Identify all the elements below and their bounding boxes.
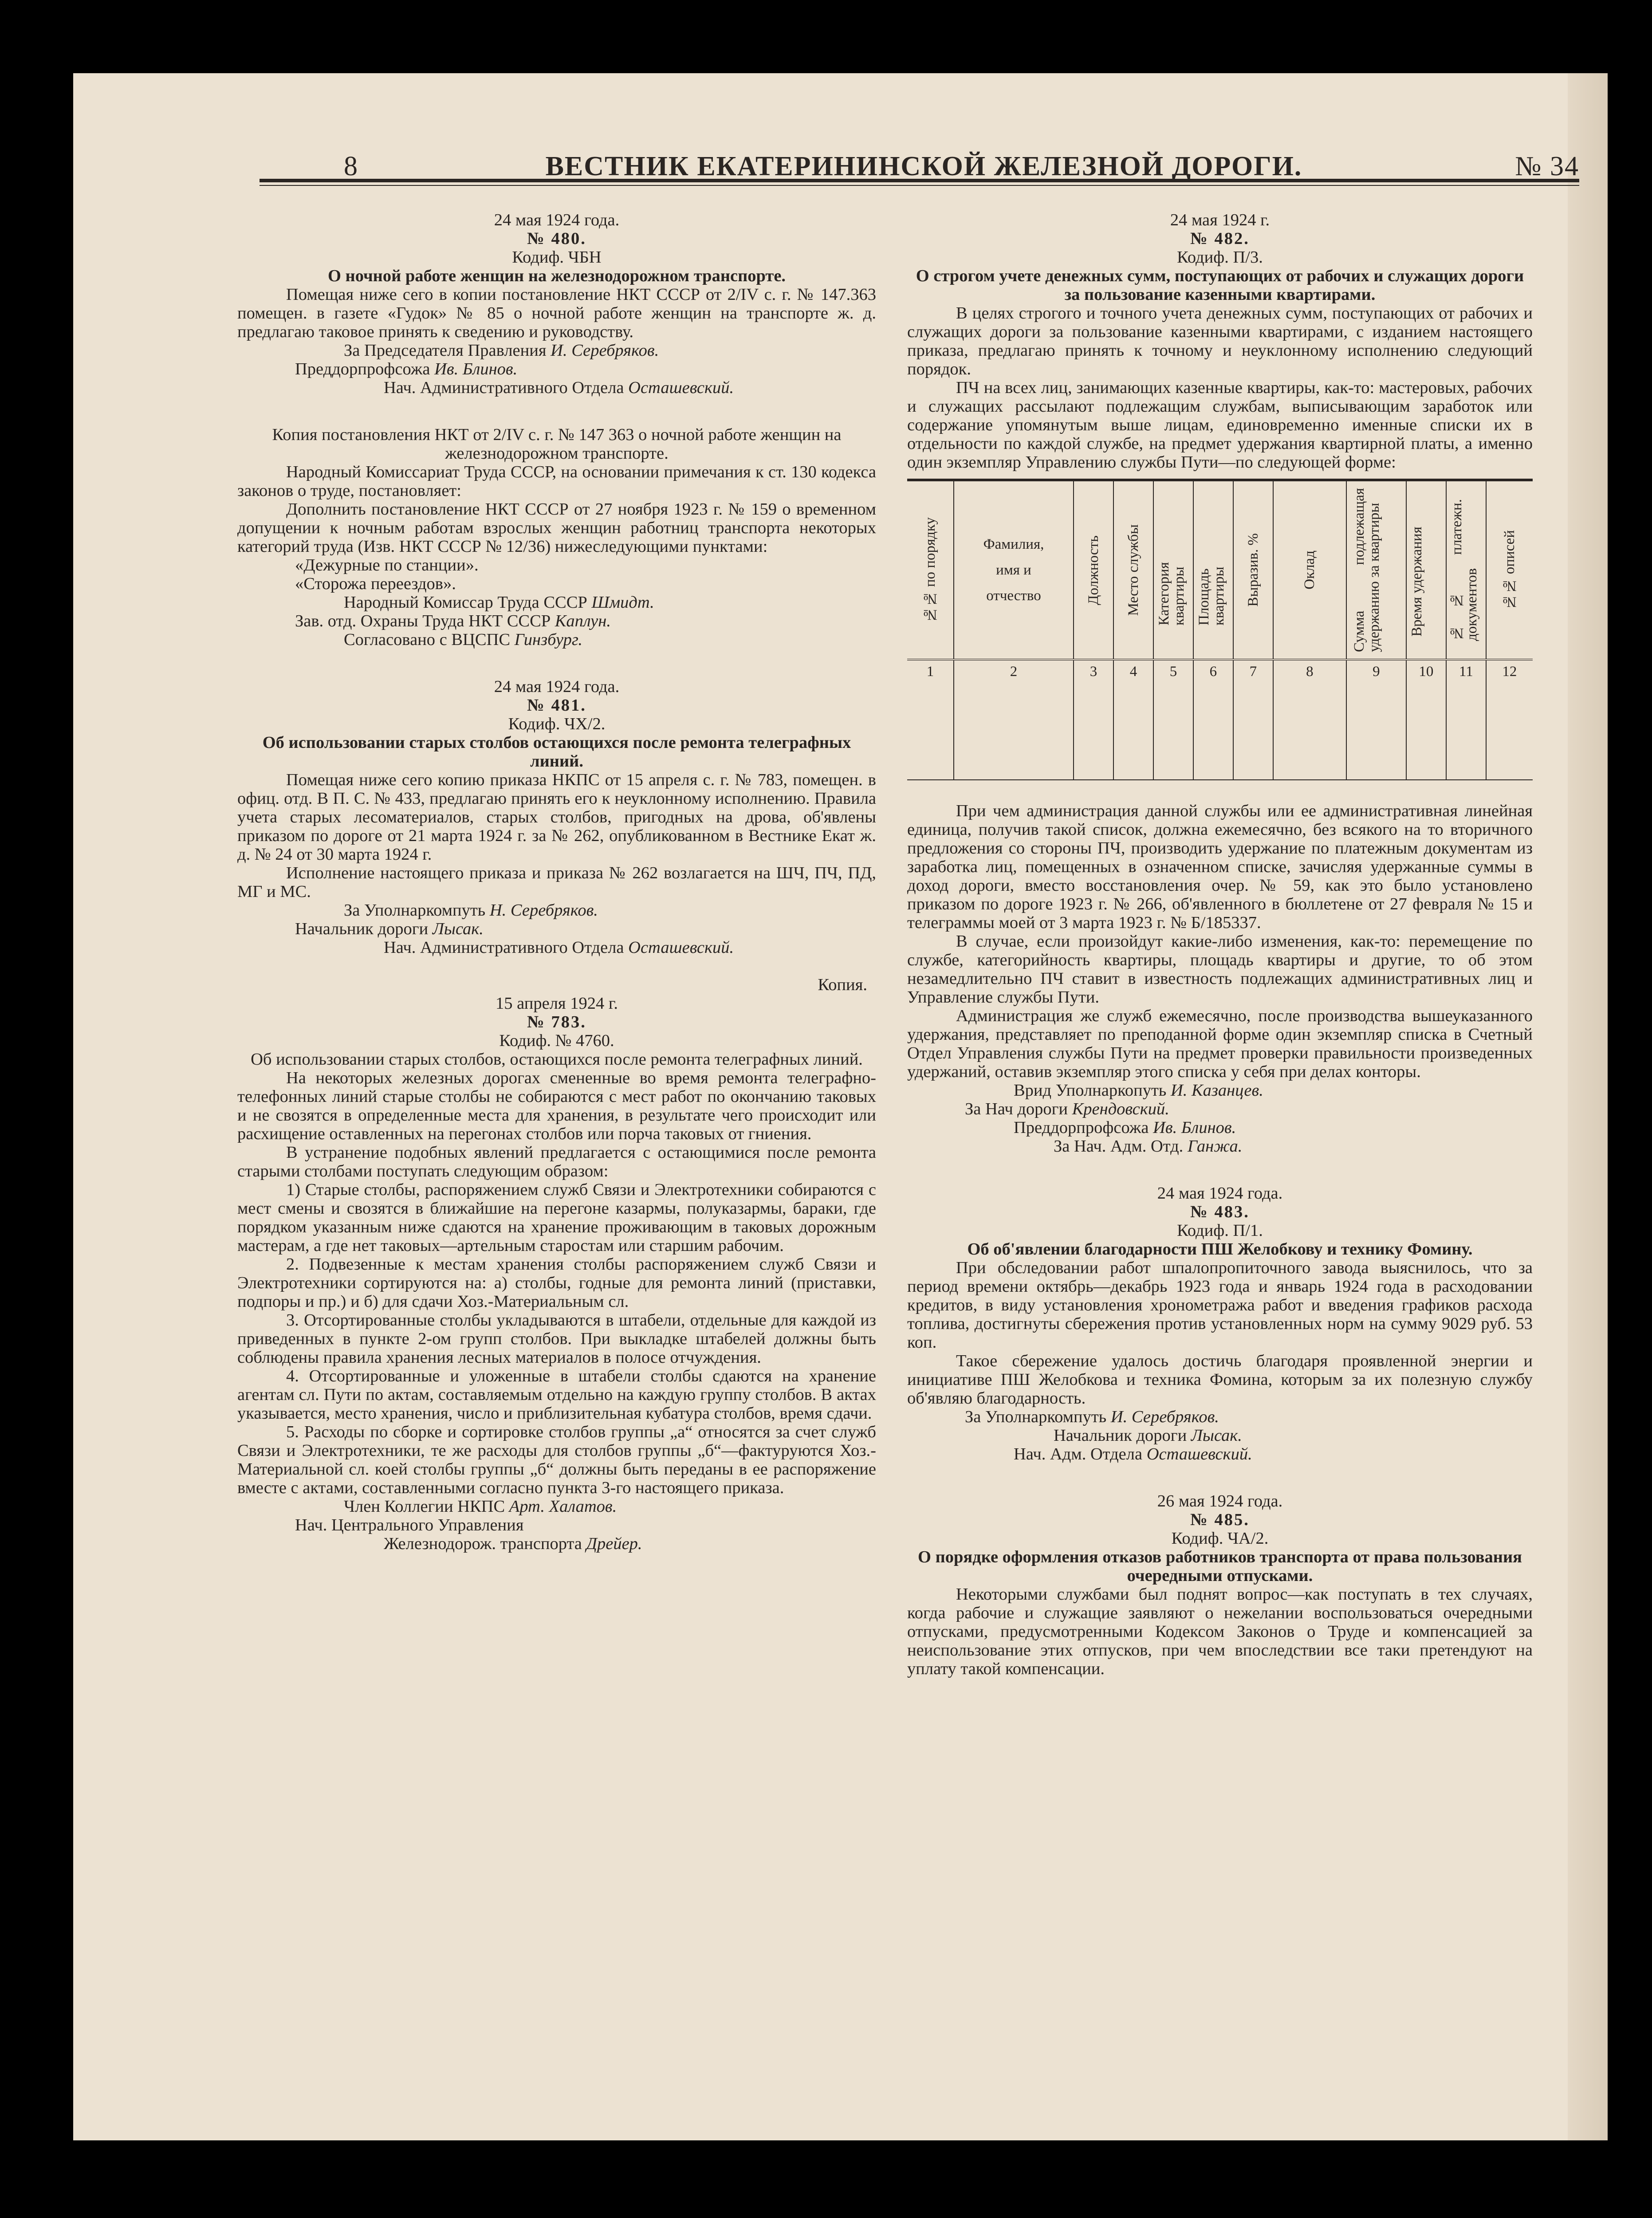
signature <box>907 1118 1533 1137</box>
signature-role: Нач. Административного Отдела <box>384 938 629 957</box>
column-header: Время удержания <box>1408 527 1425 637</box>
order-number: № 480. <box>527 229 586 248</box>
order-codif: Кодиф. ЧХ/2. <box>508 715 606 733</box>
table-header-cell <box>954 480 1074 660</box>
signature-role: Согласовано с ВЦСПС <box>344 630 515 649</box>
order-485 <box>907 1492 1533 1678</box>
copy-point: «Дежурные по станции». <box>295 556 479 574</box>
order-body: В устранение подобных явлений предлагается с остающимися после ремонта старыми столбами поступать следующим образом: <box>237 1143 876 1180</box>
signature <box>237 630 876 649</box>
table-row <box>907 660 1533 683</box>
order-date: 24 мая 1924 года. <box>494 211 620 229</box>
column-header: №№ по порядку <box>922 517 938 623</box>
order-point: 4. Отсортированные и уложенные в штабели столбы сдаются на хранение агентам сл. Пути по актам, составляемым отдельно на каждую группу столбов. В актах указывается, место хранения, число и приблизительная кубатура столбов, время сдачи. <box>237 1367 876 1423</box>
table-header-cell <box>1193 480 1233 660</box>
column-number: 6 <box>1193 660 1233 683</box>
signature <box>907 1426 1533 1445</box>
signature-name: Лысак. <box>432 920 484 938</box>
table-header-cell <box>907 480 954 660</box>
table-header-cell <box>1233 480 1273 660</box>
next-page-edge <box>1568 73 1608 2140</box>
table-header-cell <box>1273 480 1346 660</box>
order-date: 24 мая 1924 года. <box>494 677 620 696</box>
signature-role: Нач. Адм. Отдела <box>1014 1445 1147 1463</box>
order-483 <box>907 1184 1533 1463</box>
table-row <box>907 683 1533 780</box>
order-point: 3. Отсортированные столбы укладываются в штабели, отдельные для каждой из приведенных в пункте 2-ом групп столбов. При выкладке штабелей должны быть соблюдены правила хранения лесных материалов в полосе отчуждения. <box>237 1311 876 1367</box>
order-number: № 482. <box>1190 229 1250 248</box>
signature-role: Врид Уполнаркопуть <box>1014 1081 1171 1100</box>
signature-role: Начальник дороги <box>295 920 433 938</box>
copy-body: Народный Комиссариат Труда СССР, на основании примечания к ст. 130 кодекса законов о труде, постановляет: <box>237 463 876 500</box>
copy-point: «Сторожа переездов». <box>295 574 456 593</box>
signature <box>907 1100 1533 1118</box>
signature-name: Арт. Халатов. <box>509 1497 617 1516</box>
column-header: Должность <box>1085 535 1101 605</box>
signature <box>907 1081 1533 1100</box>
signature-name: Шмидт. <box>591 593 654 612</box>
order-point: 2. Подвезенные к местам хранения столбы распоряжением служб Связи и Электротехники сортируются на: а) столбы, годные для ремонта линий (приставки, подпоры и пр.) и б) для сдачи Хоз.-Материальным сл. <box>237 1255 876 1311</box>
order-482 <box>907 211 1533 1156</box>
column-number: 1 <box>926 664 934 680</box>
order-body: Такое сбережение удалось достичь благодаря проявленной энергии и инициативе ПШ Желобкова и техника Фомина, которым за их полезную службу об'являю благодарность. <box>907 1352 1533 1408</box>
column-header: №№ описей <box>1501 530 1518 610</box>
order-title: Об использовании старых столбов остающихся после ремонта телеграфных линий. <box>262 733 851 771</box>
signature-role: Народный Комиссар Труда СССР <box>344 593 592 612</box>
signature-role: За Уполнаркомпуть <box>344 901 490 920</box>
signature-name: Крендовский. <box>1072 1100 1169 1118</box>
header-rule <box>260 179 1579 186</box>
column-header: Сумма подлежащая удержанию за квартиры <box>1351 488 1383 652</box>
copy-body: Дополнить постановление НКТ СССР от 27 ноября 1923 г. № 159 о временном допущении к ночным работам взрослых женщин работниц транспорта некоторых категорий труда (Изв. НКТ СССР № 12/36) нижеследующими пунктами: <box>237 500 876 556</box>
newspaper-page <box>73 73 1608 2140</box>
copy-label: Копия. <box>818 975 867 994</box>
order-title: О ночной работе женщин на железнодорожном транспорте. <box>327 267 786 285</box>
order-codif: Кодиф. № 4760. <box>499 1031 614 1050</box>
order-body: Помещая ниже сего копию приказа НКПС от 15 апреля с. г. № 783, помещен. в офиц. отд. В П. С. № 433, предлагаю принять его к неуклонному исполнению. Правила учета старых лесоматериалов, старых столбов, пригодных на дрова, об'явлены приказом по дороге от 21 марта 1924 г. за № 262, опубликованном в Вестнике Екат ж. д. № 24 от 30 марта 1924 г. <box>237 771 876 864</box>
order-body: Помещая ниже сего в копии постановление НКТ СССР от 2/IV с. г. № 147.363 помещен. в газете «Гудок» № 85 о ночной работе женщин на транспорте ж. д. предлагаю таковое принять к сведению и руководству. <box>237 285 876 341</box>
column-header: Площадь квартиры <box>1196 566 1227 625</box>
issue-number: № 34 <box>1515 151 1579 181</box>
signature: Нач. Центрального Управления <box>295 1516 524 1534</box>
signature-role: Преддорпрофсожа <box>1014 1118 1153 1137</box>
signature-name: Лысак. <box>1191 1426 1242 1445</box>
order-title: Об об'явлении благодарности ПШ Желобкову и технику Фомину. <box>967 1240 1473 1258</box>
signature-name: Каплун. <box>555 612 611 630</box>
table-header-cell <box>1153 480 1193 660</box>
table-header-row <box>907 480 1533 660</box>
order-date: 26 мая 1924 года. <box>1157 1492 1283 1510</box>
order-480 <box>237 211 876 649</box>
order-number: № 783. <box>527 1013 586 1031</box>
signature-name: Дрейер. <box>586 1534 642 1553</box>
column-number: 4 <box>1113 660 1153 683</box>
order-body: При обследовании работ шпалопропиточного завода выяснилось, что за период времени октябрь—декабрь 1923 года и январь 1924 года в расходовании кредитов, в виду установления хронометража работ и введения графиков расхода топлива, достигнуты сбережения против установленных норм на сумму 9029 руб. 53 коп. <box>907 1258 1533 1352</box>
order-date: 24 мая 1924 года. <box>1157 1184 1283 1203</box>
signature <box>237 938 876 957</box>
signature <box>237 920 876 938</box>
order-date: 15 апреля 1924 г. <box>496 994 618 1013</box>
order-body: В случае, если произойдут какие-либо изменения, как-то: перемещение по службе, категорийность квартиры, площадь квартиры и другие, то об этом незамедлительно ПЧ ставит в известность подлежащих административных лиц и Управление службы Пути. <box>907 932 1533 1007</box>
order-body: ПЧ на всех лиц, занимающих казенные квартиры, как-то: мастеровых, рабочих и служащих рассылают подлежащим службам, выписывающим заработок или содержание упомянутым выше лицам, единовременно именные списки их в отдельности по каждой службе, на предмет удержания квартирной платы, а именно один экземпляр Управлению службы Пути—по следующей форме: <box>907 378 1533 472</box>
order-783 <box>237 975 876 1553</box>
signature-role: Начальник дороги <box>1054 1426 1191 1445</box>
right-column <box>907 211 1533 1678</box>
publication-title: ВЕСТНИК ЕКАТЕРИНИНСКОЙ ЖЕЛЕЗНОЙ ДОРОГИ. <box>545 151 1302 181</box>
signature <box>237 901 876 920</box>
table-header-cell <box>1406 480 1446 660</box>
signature <box>237 1497 876 1516</box>
column-header: Оклад <box>1302 551 1318 590</box>
signature-role: За Нач дороги <box>965 1100 1072 1118</box>
signature-role: Преддорпрофсожа <box>295 360 435 378</box>
order-point: 5. Расходы по сборке и сортировке столбов группы „а“ относятся за счет служб Связи и Электротехники, те же расходы для столбов группы „б“—фактуруются Хоз.-Материальной сл. коей столбы группы „б“ должны быть переданы в ее распоряжение вместе с актами, составленными согласно пункта 3-го настоящего приказа. <box>237 1423 876 1497</box>
signature-name: Осташевский. <box>628 378 734 397</box>
order-point: 1) Старые столбы, распоряжением служб Связи и Электротехники собираются с мест смены и свозятся в ближайшие на перегоне казармы, полуказармы, бараки, где порядком указанным ниже сдаются на хранение проживающим в таковых дорожным мастерам, а где нет таковых—артельным старостам или старшим рабочим. <box>237 1180 876 1255</box>
order-body: При чем администрация данной службы или ее административная линейная единица, получив такой список, должна ежемесячно, без всякого на то вторичного предложения со стороны ПЧ, производить удержание по платежным документам из заработка лиц, помещенных в означенном списке, зачисляя удержанные суммы в доход дороги, вместо восстановления очер. № 59, как это было установлено приказом по дороге 1923 г. № 266, об'явленного в бюллетене от 27 февраля № 15 и телеграммы моей от 3 марта 1923 г. № Б/185337. <box>907 802 1533 932</box>
signature-role: За Председателя Правления <box>344 341 551 360</box>
signature-name: Осташевский. <box>628 938 734 957</box>
left-column <box>237 211 876 1553</box>
signature <box>237 378 876 397</box>
signature-name: Ив. Блинов. <box>1153 1118 1236 1137</box>
order-title: Об использовании старых столбов, остающихся после ремонта телеграфных линий. <box>251 1050 863 1069</box>
column-number: 12 <box>1486 660 1533 683</box>
signature <box>237 612 876 630</box>
signature-role: За Уполнаркомпуть <box>965 1408 1111 1426</box>
column-number: 5 <box>1153 660 1193 683</box>
column-number: 3 <box>1074 660 1113 683</box>
column-number: 7 <box>1233 660 1273 683</box>
signature-role: Зав. отд. Охраны Труда НКТ СССР <box>295 612 555 630</box>
table-header-cell <box>1074 480 1113 660</box>
signature <box>907 1408 1533 1426</box>
column-number: 8 <box>1273 660 1346 683</box>
order-date: 24 мая 1924 г. <box>1170 211 1270 229</box>
column-number: 9 <box>1346 660 1406 683</box>
column-header: Фамилия, имя и отчество <box>983 536 1044 604</box>
column-number: 2 <box>954 660 1074 683</box>
order-codif: Кодиф. П/1. <box>1177 1221 1263 1240</box>
signature-role: Нач. Административного Отдела <box>384 378 629 397</box>
signature-name: Н. Серебряков. <box>489 901 598 920</box>
signature <box>907 1445 1533 1463</box>
order-title: О порядке оформления отказов работников транспорта от права пользования очередными отпусками. <box>918 1548 1522 1585</box>
table-header-cell <box>1446 480 1486 660</box>
signature-name: И. Серебряков. <box>1110 1408 1219 1426</box>
order-codif: Кодиф. ЧА/2. <box>1171 1529 1269 1548</box>
table-header-cell <box>1346 480 1406 660</box>
signature <box>907 1137 1533 1156</box>
signature-role: За Нач. Адм. Отд. <box>1054 1137 1188 1156</box>
order-title: О строгом учете денежных сумм, поступающих от рабочих и служащих дороги за пользование казенными квартирами. <box>916 267 1524 304</box>
signature-name: Осташевский. <box>1146 1445 1252 1463</box>
column-header: №№ платежн. документов <box>1448 499 1480 641</box>
order-body: Некоторыми службами был поднят вопрос—как поступать в тех случаях, когда рабочие и служащие заявляют о нежелании воспользоваться очередными отпусками, предусмотренными Кодексом Законов о Труде и компенсацией за неиспользование этих отпусков, при чем впоследствии все таки претендуют на уплату такой компенсации. <box>907 1585 1533 1678</box>
order-number: № 481. <box>527 696 586 715</box>
order-number: № 483. <box>1190 1203 1250 1221</box>
order-body: На некоторых железных дорогах смененные во время ремонта телеграфно-телефонных линий старые столбы не собираются с мест работ по окончанию таковых и не свозятся в определенные места для хранения, в результате чего происходит или расхищение оставленных на перегонах столбов или порча таковых от гниения. <box>237 1069 876 1143</box>
order-number: № 485. <box>1190 1510 1250 1529</box>
copy-title: Копия постановления НКТ от 2/IV с. г. № 147 363 о ночной работе женщин на железнодорожном транспорте. <box>272 425 842 463</box>
signature <box>237 593 876 612</box>
signature-role: Член Коллегии НКПС <box>344 1497 509 1516</box>
order-body: Исполнение настоящего приказа и приказа № 262 возлагается на ШЧ, ПЧ, ПД, МГ и МС. <box>237 864 876 901</box>
apartment-form-table <box>907 479 1533 780</box>
order-body: Администрация же служб ежемесячно, после производства вышеуказанного удержания, представляет по преподанной форме один экземпляр списка в Счетный Отдел Управления службы Пути на предмет проверки правильности произведенных удержаний, оставив экземпляр этого списка у себя при делах конторы. <box>907 1007 1533 1081</box>
order-body: В целях строгого и точного учета денежных сумм, поступающих от рабочих и служащих дороги за пользование казенными квартирами, с изданием настоящего приказа, предлагаю принять к точному и неуклонному исполнению следующий порядок. <box>907 304 1533 378</box>
signature <box>237 341 876 360</box>
column-header: Место службы <box>1125 524 1141 616</box>
signature-name: Ив. Блинов. <box>434 360 518 378</box>
table-header-cell <box>1113 480 1153 660</box>
signature <box>237 1534 876 1553</box>
column-header: Категория квартиры <box>1156 562 1187 625</box>
column-header: Выразив. % <box>1245 533 1261 607</box>
column-number: 11 <box>1446 660 1486 683</box>
signature-role: Железнодорож. транспорта <box>384 1534 586 1553</box>
signature-name: Ганжа. <box>1187 1137 1243 1156</box>
order-481 <box>237 677 876 957</box>
signature-name: И. Казанцев. <box>1170 1081 1263 1100</box>
column-number: 10 <box>1406 660 1446 683</box>
order-codif: Кодиф. ЧБН <box>512 248 602 267</box>
signature-name: И. Серебряков. <box>551 341 659 360</box>
order-codif: Кодиф. П/3. <box>1177 248 1263 267</box>
page-number: 8 <box>344 151 358 181</box>
table-header-cell <box>1486 480 1533 660</box>
signature <box>237 360 876 378</box>
signature-name: Гинзбург. <box>514 630 582 649</box>
